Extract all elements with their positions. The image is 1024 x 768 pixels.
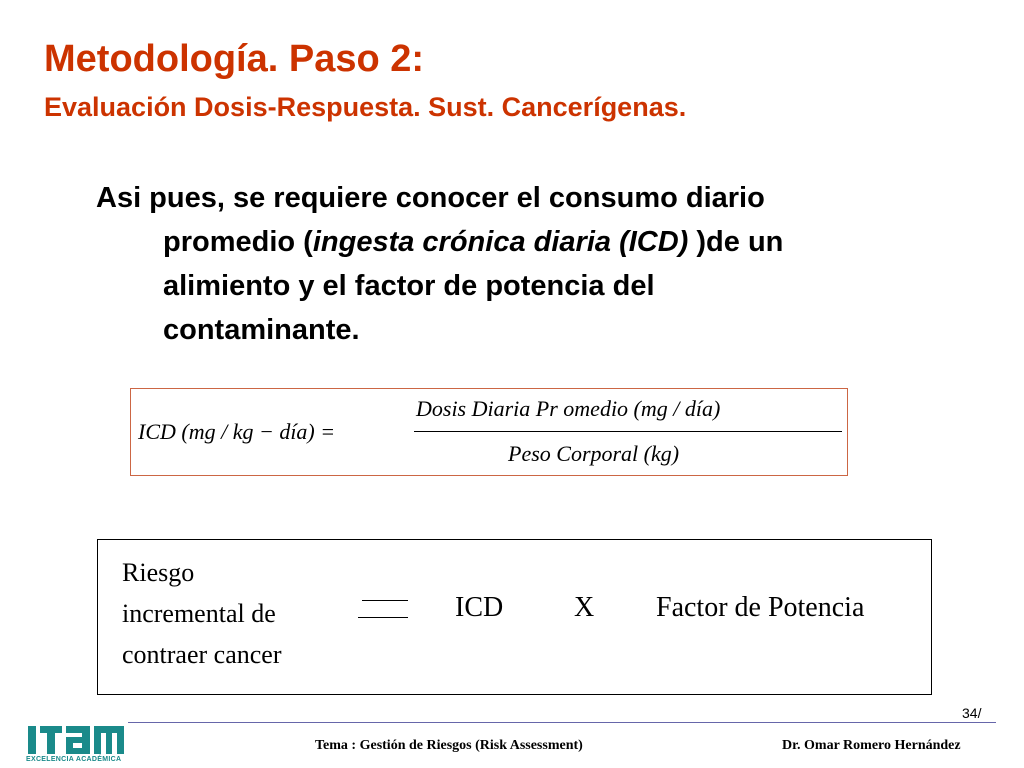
footer-divider	[128, 722, 996, 723]
risk-label	[122, 552, 281, 675]
body-paragraph	[96, 176, 976, 352]
risk-label-line-3: contraer cancer	[122, 640, 282, 669]
formula-fraction-bar	[414, 431, 842, 432]
body-line-2-italic: ingesta crónica diaria (ICD)	[312, 226, 689, 258]
itam-logo-mark	[26, 722, 126, 756]
footer-author: Dr. Omar Romero Hernández	[782, 738, 961, 753]
formula-lhs: ICD (mg / kg − día) =	[138, 419, 336, 444]
itam-logo	[26, 722, 126, 766]
body-line-3: alimiento y el factor de potencia del	[163, 270, 655, 302]
slide-title: Metodología. Paso 2:	[44, 38, 425, 80]
risk-times: X	[574, 592, 595, 623]
footer-topic: Tema : Gestión de Riesgos (Risk Assessment)	[315, 738, 583, 753]
risk-factor: Factor de Potencia	[656, 592, 865, 623]
formula-numerator: Dosis Diaria Pr omedio (mg / día)	[416, 396, 721, 421]
risk-label-line-2: incremental de	[122, 599, 276, 628]
body-line-1: Asi pues, se requiere conocer el consumo diario	[96, 182, 765, 214]
body-line-4: contaminante.	[163, 314, 360, 346]
risk-icd: ICD	[455, 592, 504, 623]
risk-label-line-1: Riesgo	[122, 558, 195, 587]
slide-subtitle: Evaluación Dosis-Respuesta. Sust. Cancerígenas.	[44, 92, 687, 122]
logo-caption: EXCELENCIA ACADÉMICA	[26, 756, 122, 763]
body-line-2-pre: promedio (	[163, 226, 313, 258]
formula-denominator: Peso Corporal (kg)	[508, 441, 680, 466]
body-line-2-post: )de un	[688, 226, 784, 258]
body-line-2	[96, 220, 976, 264]
equals-sign-bottom	[358, 617, 408, 618]
equals-sign-top	[362, 600, 408, 601]
page-number: 34/	[962, 705, 982, 721]
